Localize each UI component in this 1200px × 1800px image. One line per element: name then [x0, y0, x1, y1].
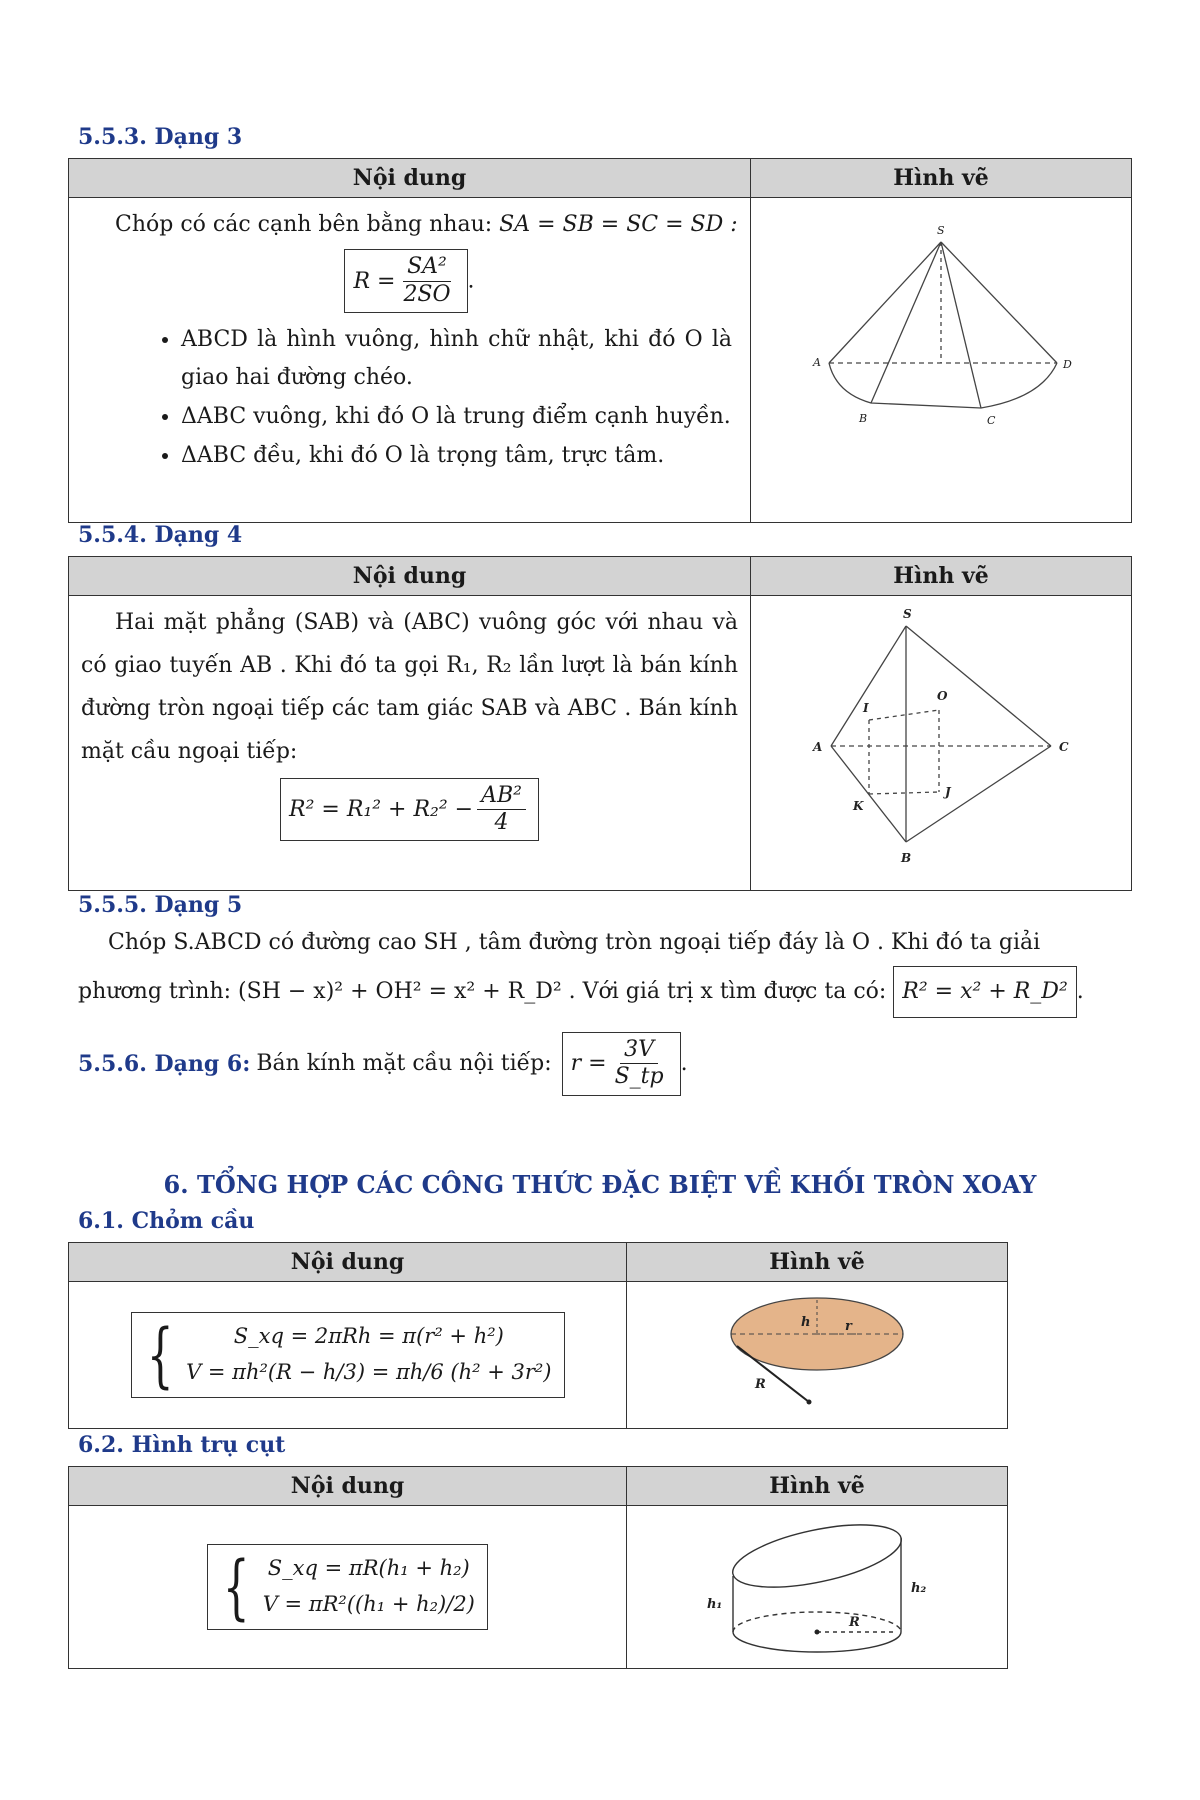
- dang-5-boxed-formula: R² = x² + R_D²: [893, 966, 1076, 1018]
- formula-line: V = πh²(R − h/3) = πh/6 (h² + 3r²): [186, 1360, 552, 1384]
- label-h1: h₁: [707, 1597, 723, 1612]
- label-d: D: [1063, 358, 1072, 371]
- heading-6-1: 6.1. Chỏm cầu: [78, 1208, 255, 1234]
- label-j: J: [945, 785, 951, 799]
- table-chom-cau: [68, 1242, 1008, 1429]
- table-dang-4: [68, 556, 1132, 891]
- formula-lhs: r =: [570, 1051, 607, 1077]
- spherical-cap-figure: [627, 1282, 1005, 1422]
- label-s: S: [937, 224, 945, 237]
- label-k: K: [853, 799, 864, 813]
- formula-fraction: [611, 1037, 668, 1091]
- section-6-title: 6. TỔNG HỢP CÁC CÔNG THỨC ĐẶC BIỆT VỀ KHỐI TRÒN XOAY: [163, 1170, 1037, 1199]
- tetrahedron-figure: [751, 596, 1129, 884]
- label-i: I: [863, 701, 869, 715]
- bullet-item: • ΔABC vuông, khi đó O là trung điểm cạnh huyền.: [181, 398, 732, 435]
- dang-6-formula-box: [562, 1032, 681, 1096]
- formula-line: V = πR²((h₁ + h₂)/2): [262, 1592, 475, 1616]
- col-header-content: Nội dung: [69, 159, 751, 198]
- col-header-figure: Hình vẽ: [751, 557, 1132, 596]
- heading-6-2: 6.2. Hình trụ cụt: [78, 1432, 286, 1458]
- denominator: 4: [494, 809, 509, 835]
- formula-box: [280, 778, 539, 842]
- tru-cut-formulas: [207, 1544, 488, 1629]
- dang-6-line: 5.5.6. Dạng 6: Bán kính mặt cầu nội tiếp: r = $\frac{3V}{S\_tp}$ .: [78, 1032, 688, 1096]
- dang-5-line-1: Chóp S.ABCD có đường cao SH , tâm đường tròn ngoại tiếp đáy là O . Khi đó ta giải: [108, 930, 1041, 955]
- numerator: 3V: [620, 1037, 658, 1064]
- label-r: r: [845, 1319, 852, 1334]
- chom-cau-formulas: [131, 1312, 565, 1397]
- label-R: R: [755, 1377, 766, 1392]
- formula-line: S_xq = 2πRh = π(r² + h²): [233, 1324, 504, 1349]
- label-R: R: [849, 1615, 860, 1630]
- heading-5-5-5: 5.5.5. Dạng 5: [78, 892, 243, 918]
- brace-icon: {: [223, 1546, 250, 1628]
- col-header-figure: Hình vẽ: [627, 1243, 1008, 1282]
- heading-5-5-6: 5.5.6. Dạng 6:: [78, 1050, 251, 1077]
- formula-box: [344, 249, 467, 313]
- label-a: A: [813, 356, 821, 369]
- table-hinh-tru-cut: [68, 1466, 1008, 1669]
- col-header-figure: Hình vẽ: [751, 159, 1132, 198]
- brace-icon: {: [146, 1314, 174, 1396]
- formula-fraction: [399, 254, 454, 308]
- dang-4-text: Hai mặt phẳng (SAB) và (ABC) vuông góc với nhau và có giao tuyến AB . Khi đó ta gọi R₁, R₂ lần lượt là bán kính đường tròn ngoại tiếp các tam giác SAB và ABC . Bán kính mặt cầu ngoại tiếp:: [81, 610, 738, 764]
- label-s: S: [903, 607, 912, 621]
- label-c: C: [987, 414, 996, 427]
- dang-5-line-2: phương trình: (SH − x)² + OH² = x² + R_D² . Với giá trị x tìm được ta có: R² = x² + R_D² .: [78, 966, 1118, 1018]
- intro-math: SA = SB = SC = SD :: [499, 212, 738, 237]
- col-header-content: Nội dung: [69, 1243, 627, 1282]
- label-a: A: [813, 740, 823, 754]
- bullet-item: • ΔABC đều, khi đó O là trọng tâm, trực tâm.: [181, 437, 732, 474]
- numerator: SA²: [403, 254, 451, 281]
- dang-6-text: Bán kính mặt cầu nội tiếp:: [256, 1051, 552, 1077]
- label-o: O: [937, 689, 948, 703]
- label-h2: h₂: [911, 1581, 927, 1596]
- heading-5-5-4: 5.5.4. Dạng 4: [78, 522, 243, 548]
- col-header-content: Nội dung: [69, 557, 751, 596]
- table-dang-3: [68, 158, 1132, 523]
- label-b: B: [859, 412, 868, 425]
- truncated-cylinder-figure: [627, 1506, 1005, 1662]
- content-cell: Chóp có các cạnh bên bằng nhau: SA = SB = SC = SD : R = $\frac{\text{SA²}}{2SO}$ . • ABCD là hình vuông, hình chữ nhật, khi đó O là giao hai đường chéo. • ΔABC vuông, khi đó O là trung điểm cạnh huyền. • ΔABC đều, khi đó O là trọng tâm, trực tâm.: [69, 198, 750, 481]
- formula-line: S_xq = πR(h₁ + h₂): [267, 1556, 470, 1581]
- bullet-item: • ABCD là hình vuông, hình chữ nhật, khi đó O là giao hai đường chéo.: [181, 321, 732, 396]
- denominator: 2SO: [403, 281, 451, 307]
- dang-5-equation-text: phương trình: (SH − x)² + OH² = x² + R_D² . Với giá trị x tìm được ta có:: [78, 979, 887, 1004]
- formula-lhs: R =: [353, 268, 396, 294]
- label-c: C: [1059, 740, 1069, 754]
- col-header-figure: Hình vẽ: [627, 1467, 1008, 1506]
- label-h: h: [801, 1315, 811, 1330]
- content-cell: [69, 596, 750, 849]
- pyramid-figure: [751, 198, 1129, 516]
- formula-lhs: R² = R₁² + R₂² −: [289, 796, 474, 822]
- label-b: B: [901, 851, 912, 865]
- denominator: S_tp: [614, 1064, 664, 1090]
- numerator: AB²: [477, 783, 526, 810]
- formula-fraction: [477, 783, 526, 837]
- col-header-content: Nội dung: [69, 1467, 627, 1506]
- heading-5-5-3: 5.5.3. Dạng 3: [78, 124, 243, 150]
- intro-text: Chóp có các cạnh bên bằng nhau:: [115, 212, 493, 237]
